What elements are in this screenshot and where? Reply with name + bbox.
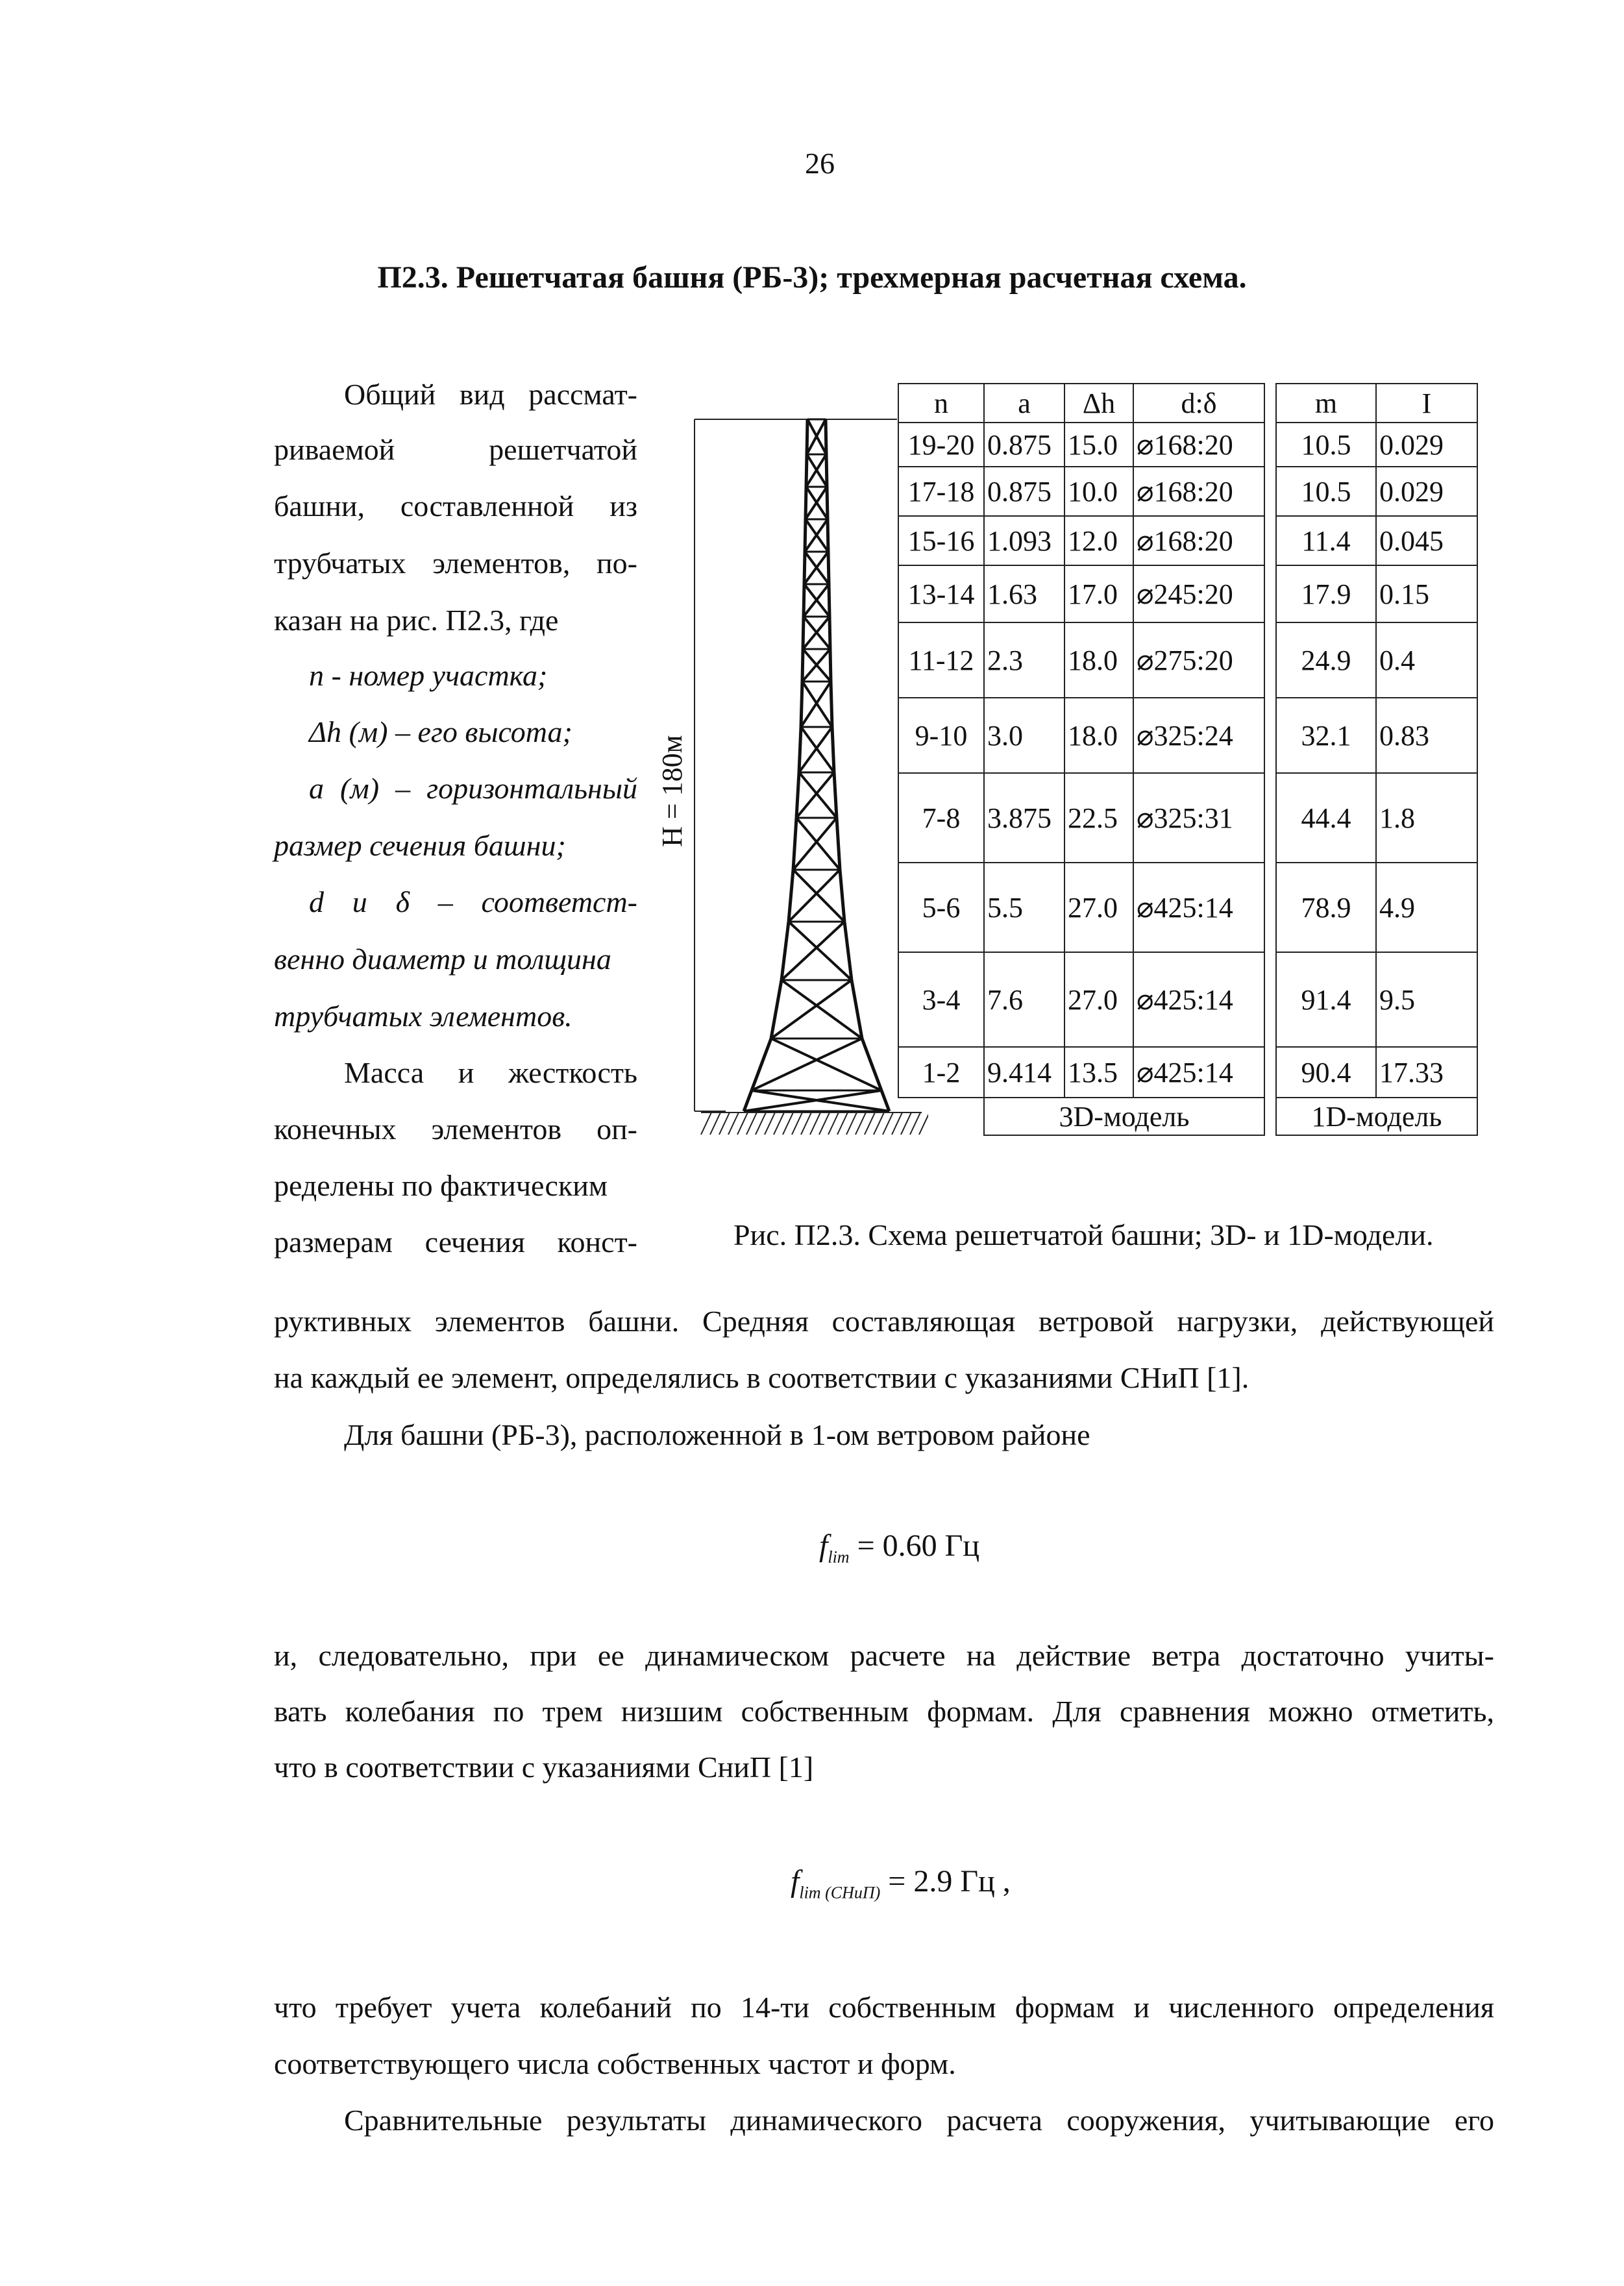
col-header-d-delta: d:δ (1133, 384, 1264, 423)
left-text-line: башни, составленной из (274, 489, 637, 522)
table-header-row (898, 384, 1477, 423)
table-cell: 19-20 (898, 423, 984, 467)
body-line: Сравнительные результаты динамического расчета сооружения, учитывающие его (344, 2104, 1494, 2137)
table-cell: 18.0 (1064, 698, 1133, 773)
figure-caption: Рис. П2.3. Схема решетчатой башни; 3D- и 1D-модели. (733, 1218, 1434, 1251)
col-header-dh: Δh (1064, 384, 1133, 423)
body-line: что требует учета колебаний по 14-ти собственным формам и численного определения (274, 1991, 1494, 2024)
table-cell: 1.63 (984, 565, 1064, 622)
table-cell: 3.0 (984, 698, 1064, 773)
table-cell: ⌀325:24 (1133, 698, 1264, 773)
table-cell: 1.8 (1376, 773, 1477, 863)
legend-line: a (м) – горизонтальный (309, 772, 637, 805)
section-table (898, 383, 1478, 1136)
table-cell: ⌀168:20 (1133, 423, 1264, 467)
table-cell: 1-2 (898, 1047, 984, 1098)
formula-flim: $f_{lim} = 0.60$ Гц (819, 1529, 980, 1567)
body-line: на каждый ее элемент, определялись в соответствии с указаниями СНиП [1]. (274, 1361, 1249, 1394)
legend-line: Δh (м) – его высота; (309, 715, 572, 748)
left-text-line: размерам сечения конст- (274, 1225, 637, 1259)
table-cell: 78.9 (1276, 863, 1376, 952)
left-text-line: трубчатых элементов, по- (274, 547, 637, 580)
table-cell: ⌀425:14 (1133, 952, 1264, 1047)
table-cell: 3.875 (984, 773, 1064, 863)
table-row (898, 622, 1477, 698)
table-cell: 5.5 (984, 863, 1064, 952)
table-cell: 0.045 (1376, 516, 1477, 565)
left-text-line: Масса и жесткость (344, 1056, 637, 1089)
table-cell: 22.5 (1064, 773, 1133, 863)
table-cell: 24.9 (1276, 622, 1376, 698)
ground-hatching (701, 1112, 928, 1135)
table-cell: ⌀168:20 (1133, 516, 1264, 565)
col-header-n: n (898, 384, 984, 423)
col-header-a: a (984, 384, 1064, 423)
page-number: 26 (805, 147, 835, 180)
section-heading: П2.3. Решетчатая башня (РБ-3); трехмерная расчетная схема. (377, 260, 1247, 295)
left-text-line: ределены по фактическим (274, 1169, 608, 1202)
table-cell: 17.33 (1376, 1047, 1477, 1098)
table-cell: 3-4 (898, 952, 984, 1047)
legend-line: трубчатых элементов. (274, 1000, 572, 1033)
table-footer-row (898, 1098, 1477, 1135)
col-header-i: I (1376, 384, 1477, 423)
table-cell: 2.3 (984, 622, 1064, 698)
legend-line: d и δ – соответст- (309, 885, 637, 918)
footer-1d-model: 1D-модель (1276, 1098, 1477, 1135)
table-cell: 7-8 (898, 773, 984, 863)
table-cell: 10.5 (1276, 467, 1376, 516)
left-text-line: риваемой решетчатой (274, 433, 637, 466)
table-cell: 15-16 (898, 516, 984, 565)
table-cell: 11-12 (898, 622, 984, 698)
table-row (898, 773, 1477, 863)
table-cell: 27.0 (1064, 952, 1133, 1047)
table-cell: 9.5 (1376, 952, 1477, 1047)
body-line: соответствующего числа собственных частот и форм. (274, 2047, 956, 2080)
table-row (898, 516, 1477, 565)
tower-diagram (649, 389, 928, 1201)
table-cell: 17.9 (1276, 565, 1376, 622)
table-cell: 9-10 (898, 698, 984, 773)
table-cell: 15.0 (1064, 423, 1133, 467)
table-cell: 10.0 (1064, 467, 1133, 516)
table-cell: 90.4 (1276, 1047, 1376, 1098)
body-line: что в соответствии с указаниями СниП [1] (274, 1751, 814, 1784)
table-row (898, 863, 1477, 952)
table-cell: 0.83 (1376, 698, 1477, 773)
formula-flim-snip: $f_{lim (СНиП)} = 2.9$ Гц , (791, 1864, 1011, 1902)
table-cell: ⌀325:31 (1133, 773, 1264, 863)
tower-lattice (744, 419, 889, 1111)
col-header-m: m (1276, 384, 1376, 423)
height-label: H = 180м (656, 735, 688, 847)
table-row (898, 1047, 1477, 1098)
body-line: руктивных элементов башни. Средняя составляющая ветровой нагрузки, действующей (274, 1305, 1494, 1338)
left-text-line: Общий вид рассмат- (344, 378, 637, 411)
left-text-line: конечных элементов оп- (274, 1112, 637, 1146)
table-cell: 0.4 (1376, 622, 1477, 698)
table-cell: 10.5 (1276, 423, 1376, 467)
table-cell: ⌀425:14 (1133, 863, 1264, 952)
left-text-line: казан на рис. П2.3, где (274, 604, 559, 637)
table-cell: ⌀245:20 (1133, 565, 1264, 622)
footer-3d-model: 3D-модель (984, 1098, 1264, 1135)
legend-line: размер сечения башни; (274, 829, 566, 862)
table-row (898, 698, 1477, 773)
table-row (898, 423, 1477, 467)
legend-line: венно диаметр и толщина (274, 942, 611, 976)
table-cell: 0.15 (1376, 565, 1477, 622)
table-cell: 0.029 (1376, 423, 1477, 467)
legend-line: n - номер участка; (309, 659, 548, 692)
body-line: вать колебания по трем низшим собственным формам. Для сравнения можно отметить, (274, 1695, 1494, 1728)
table-cell: 5-6 (898, 863, 984, 952)
table-cell: 9.414 (984, 1047, 1064, 1098)
table-cell: 7.6 (984, 952, 1064, 1047)
table-row (898, 952, 1477, 1047)
body-line: и, следовательно, при ее динамическом расчете на действие ветра достаточно учиты- (274, 1639, 1494, 1672)
table-cell: 0.875 (984, 467, 1064, 516)
table-cell: 13.5 (1064, 1047, 1133, 1098)
table-cell: 17-18 (898, 467, 984, 516)
table-cell: 13-14 (898, 565, 984, 622)
table-cell: 0.029 (1376, 467, 1477, 516)
table-cell: 91.4 (1276, 952, 1376, 1047)
table-cell: 17.0 (1064, 565, 1133, 622)
table-cell: 0.875 (984, 423, 1064, 467)
table-cell: 11.4 (1276, 516, 1376, 565)
table-cell: 18.0 (1064, 622, 1133, 698)
table-cell: ⌀168:20 (1133, 467, 1264, 516)
table-cell: 4.9 (1376, 863, 1477, 952)
table-cell: 32.1 (1276, 698, 1376, 773)
body-line: Для башни (РБ-3), расположенной в 1-ом ветровом районе (344, 1418, 1090, 1451)
table-cell: 1.093 (984, 516, 1064, 565)
dimension-bracket (695, 419, 897, 1111)
table-row (898, 565, 1477, 622)
table-cell: ⌀425:14 (1133, 1047, 1264, 1098)
table-cell: 27.0 (1064, 863, 1133, 952)
table-cell: 44.4 (1276, 773, 1376, 863)
table-row (898, 467, 1477, 516)
table-cell: ⌀275:20 (1133, 622, 1264, 698)
table-cell: 12.0 (1064, 516, 1133, 565)
